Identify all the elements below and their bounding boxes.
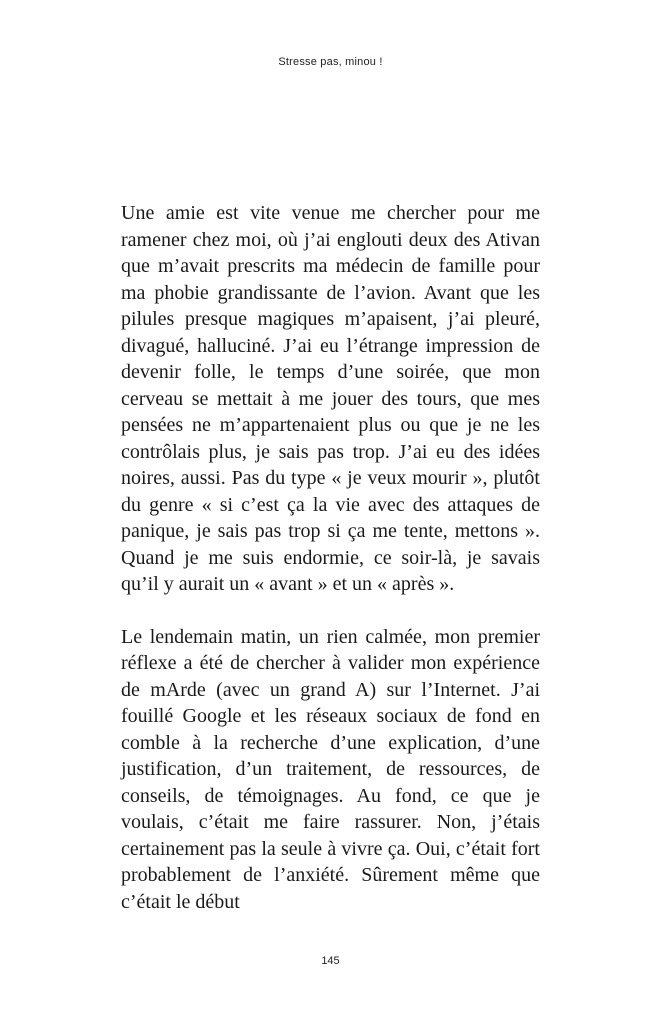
body-text [121, 200, 540, 915]
paragraph-1: Une amie est vite venue me chercher pour me ramener chez moi, où j’ai englouti deux des Ativan que m’avait prescrits ma médecin de famille pour ma phobie grandissante de l’avion. Avant que les pilules presque magiques m’apaisent, j’ai pleuré, divagué, halluciné. J’ai eu l’étrange impression de devenir folle, le temps d’une soirée, que mon cerveau se mettait à me jouer des tours, que mes pensées ne m’appartenaient plus ou que je ne les contrôlais plus, je sais pas trop. J’ai eu des idées noires, aussi. Pas du type « je veux mourir », plutôt du genre « si c’est ça la vie avec des attaques de panique, je sais pas trop si ça me tente, mettons ». Quand je me suis endormie, ce soir-là, je savais qu’il y aurait un « avant » et un « après ». [121, 202, 540, 595]
page-number: 145 [321, 955, 340, 967]
running-header-title: Stresse pas, minou ! [278, 56, 383, 68]
paragraph-2: Le lendemain matin, un rien calmée, mon premier réflexe a été de chercher à valider mon expérience de mArde (avec un grand A) sur l’Internet. J’ai fouillé Google et les réseaux sociaux de fond en comble à la recherche d’une explication, d’une justification, d’un traitement, de ressources, de conseils, de témoignages. Au fond, ce que je voulais, c’était me faire rassurer. Non, j’étais certainement pas la seule à vivre ça. Oui, c’était fort probablement de l’anxiété. Sûrement même que c’était le début [121, 625, 540, 913]
